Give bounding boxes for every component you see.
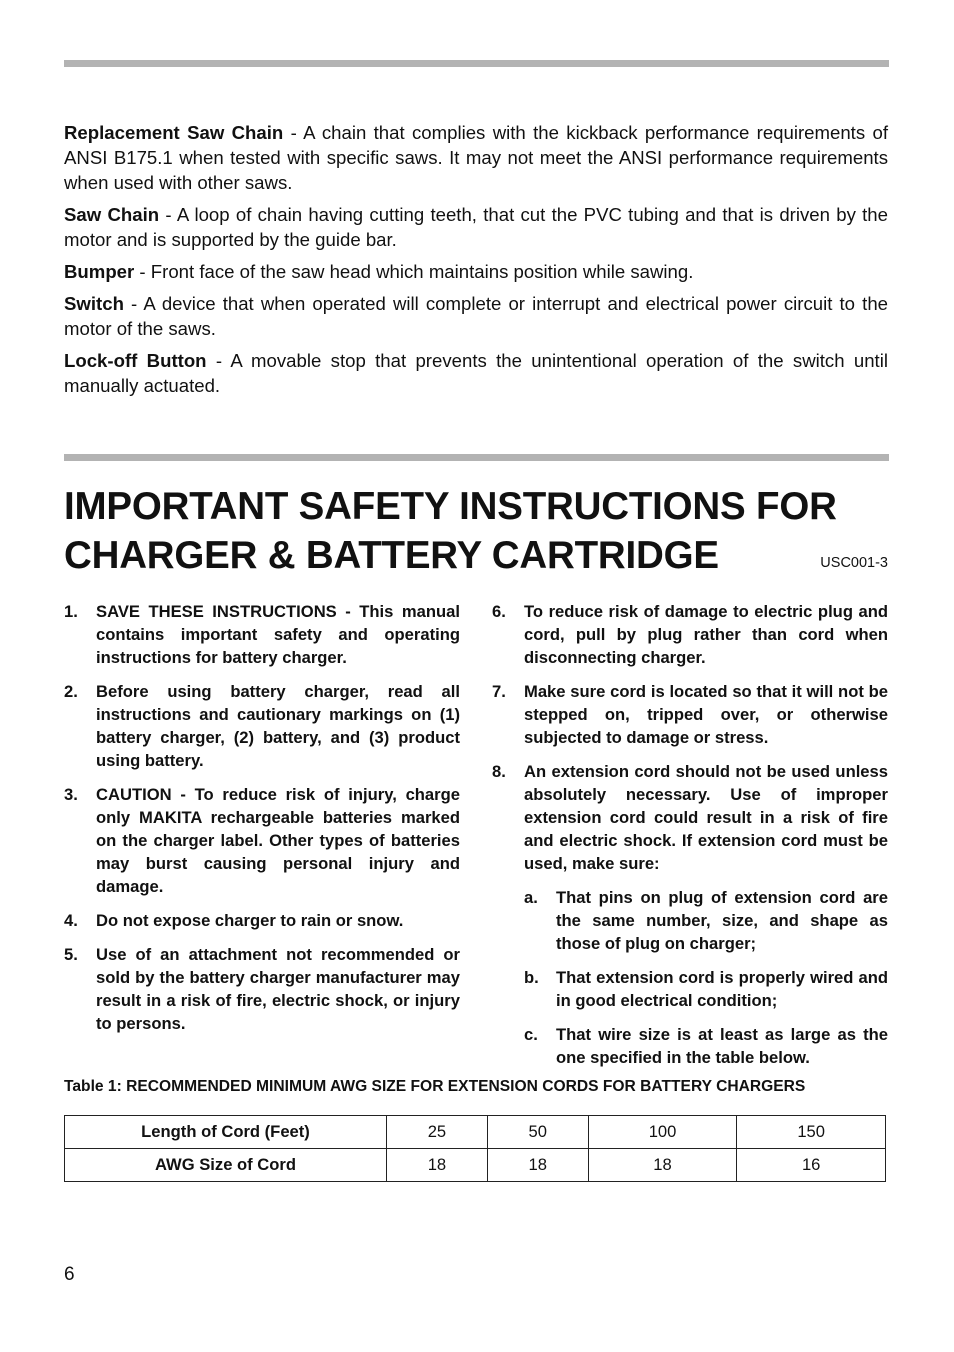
definition-text: - A device that when operated will complete or interrupt and electrical power circuit to the motor of the saws. [64, 293, 888, 339]
instruction-item [64, 909, 460, 932]
instruction-item [64, 783, 460, 898]
definition-term: Saw Chain [64, 204, 160, 225]
extension-cord-table [64, 1115, 886, 1182]
section-title-line1: IMPORTANT SAFETY INSTRUCTIONS FOR [64, 485, 837, 528]
section-title-line2: CHARGER & BATTERY CARTRIDGE [64, 534, 719, 577]
table-cell: 100 [588, 1116, 737, 1149]
definitions-section [64, 120, 888, 405]
definition-bumper [64, 259, 888, 284]
definition-term: Lock-off Button [64, 350, 207, 371]
definition-replacement-saw-chain [64, 120, 888, 195]
instructions-right-column [492, 600, 888, 1080]
instruction-item [492, 600, 888, 669]
definition-term: Bumper [64, 261, 135, 282]
definition-text: - A chain that complies with the kickback performance requirements of ANSI B175.1 when tested with specific saws. It may not meet the ANSI performance requirements when used with other saws. [64, 122, 888, 193]
table-cell: 25 [387, 1116, 488, 1149]
definition-text: - A loop of chain having cutting teeth, that cut the PVC tubing and that is driven by the motor and is supported by the guide bar. [64, 204, 888, 250]
item-text: SAVE THESE INSTRUCTIONS - This manual contains important safety and operating instructions for battery charger. [96, 602, 460, 667]
instruction-item [64, 680, 460, 772]
sub-item [524, 1023, 888, 1069]
page-number: 6 [64, 1264, 75, 1285]
sub-item-letter: c. [524, 1025, 538, 1044]
item-text: To reduce risk of damage to electric plug and cord, pull by plug rather than cord when disconnecting charger. [524, 602, 888, 667]
instruction-item [64, 600, 460, 669]
item-text: An extension cord should not be used unless absolutely necessary. Use of improper extension cord could result in a risk of fire and electric shock. If extension cord must be used, make sure: [524, 762, 888, 873]
section-divider [64, 454, 889, 461]
top-divider [64, 60, 889, 67]
sub-item-text: That pins on plug of extension cord are the same number, size, and shape as those of plug on charger; [556, 888, 888, 953]
item-number: 6. [492, 602, 506, 621]
definition-text: - A movable stop that prevents the unintentional operation of the switch until manually actuated. [64, 350, 888, 396]
definition-lock-off-button [64, 348, 888, 398]
item-text: Make sure cord is located so that it will not be stepped on, tripped over, or otherwise subjected to damage or stress. [524, 682, 888, 747]
item-number: 5. [64, 945, 78, 964]
table-cell: 18 [487, 1149, 588, 1182]
table-cell: 50 [487, 1116, 588, 1149]
item-text: Use of an attachment not recommended or sold by the battery charger manufacturer may result in a risk of fire, electric shock, or injury to persons. [96, 945, 460, 1033]
item-number: 8. [492, 762, 506, 781]
row-header: Length of Cord (Feet) [65, 1116, 387, 1149]
item-text: Before using battery charger, read all instructions and cautionary markings on (1) battery charger, (2) battery, and (3) product using battery. [96, 682, 460, 770]
item-number: 1. [64, 602, 78, 621]
item-text: CAUTION - To reduce risk of injury, charge only MAKITA rechargeable batteries marked on the charger label. Other types of batteries may burst causing personal injury and damage. [96, 785, 460, 896]
document-code: USC001-3 [820, 555, 888, 571]
sub-item [524, 886, 888, 955]
table-row [65, 1116, 886, 1149]
sub-item-letter: b. [524, 968, 539, 987]
definition-term: Switch [64, 293, 124, 314]
definition-switch [64, 291, 888, 341]
definition-saw-chain [64, 202, 888, 252]
row-header: AWG Size of Cord [65, 1149, 387, 1182]
table-cell: 18 [588, 1149, 737, 1182]
instruction-item [492, 760, 888, 875]
item-number: 3. [64, 785, 78, 804]
item-number: 4. [64, 911, 78, 930]
instructions-left-column [64, 600, 460, 1046]
definition-term: Replacement Saw Chain [64, 122, 284, 143]
section-title [64, 482, 890, 580]
definition-text: - Front face of the saw head which maintains position while sawing. [134, 261, 694, 282]
sub-item [524, 966, 888, 1012]
item-text: Do not expose charger to rain or snow. [96, 911, 404, 930]
item-number: 7. [492, 682, 506, 701]
item-number: 2. [64, 682, 78, 701]
table-row [65, 1149, 886, 1182]
table-cell: 150 [737, 1116, 886, 1149]
sub-item-text: That wire size is at least as large as the one specified in the table below. [556, 1025, 888, 1067]
table-cell: 18 [387, 1149, 488, 1182]
table-caption: Table 1: RECOMMENDED MINIMUM AWG SIZE FOR EXTENSION CORDS FOR BATTERY CHARGERS [64, 1078, 806, 1095]
sub-item-letter: a. [524, 888, 538, 907]
instruction-item [492, 680, 888, 749]
instruction-item [64, 943, 460, 1035]
table-cell: 16 [737, 1149, 886, 1182]
sub-item-text: That extension cord is properly wired and in good electrical condition; [556, 968, 888, 1010]
